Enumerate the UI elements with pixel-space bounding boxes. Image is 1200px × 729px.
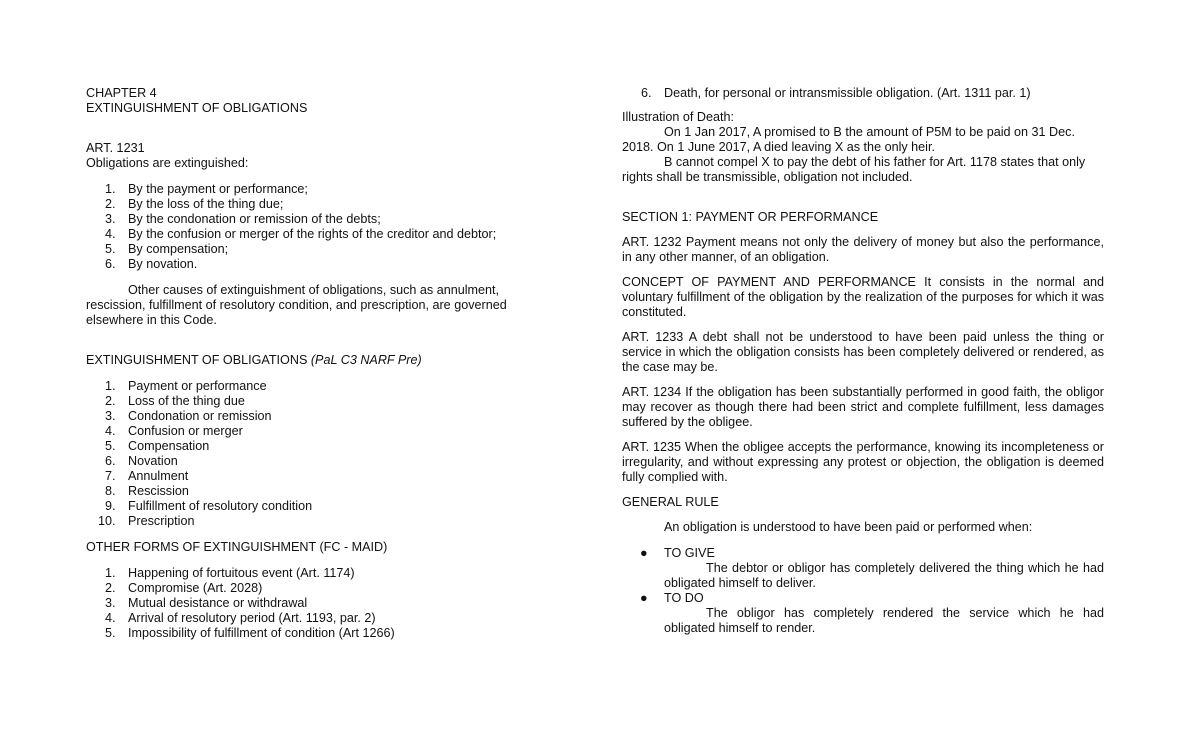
bullet-title: TO GIVE xyxy=(664,546,715,560)
list-item: 3. Mutual desistance or withdrawal xyxy=(105,596,308,610)
list-item: 1. By the payment or performance; xyxy=(105,182,308,196)
other-forms-list xyxy=(86,566,526,641)
illustration-line: 2018. On 1 June 2017, A died leaving X as the only heir. xyxy=(622,140,935,154)
item-6-text: Death, for personal or intransmissible obligation. (Art. 1311 par. 1) xyxy=(664,86,1031,100)
list-item: 7. Annulment xyxy=(105,469,189,483)
left-column xyxy=(86,86,526,641)
bullet-text: The obligor has completely rendered the service which he had obligated himself to render. xyxy=(664,606,1104,635)
list-item: 9. Fulfillment of resolutory condition xyxy=(105,499,313,513)
list-item: 8. Rescission xyxy=(105,484,189,498)
art-1231-list xyxy=(86,182,526,272)
list-item: 6. Novation xyxy=(105,454,178,468)
list-item: 3. Condonation or remission xyxy=(105,409,272,423)
bullet-title: TO DO xyxy=(664,591,704,605)
list-item: 4. Confusion or merger xyxy=(105,424,243,438)
list-item: 1. Happening of fortuitous event (Art. 1174) xyxy=(105,566,355,580)
illustration-line: B cannot compel X to pay the debt of his father for Art. 1178 states that only xyxy=(664,155,1086,169)
list-item: 2. Compromise (Art. 2028) xyxy=(105,581,263,595)
list-item: 4. By the confusion or merger of the rights of the creditor and debtor; xyxy=(105,227,497,241)
list-item: 5. Compensation xyxy=(105,439,210,453)
item-6 xyxy=(622,86,1104,101)
section-1-heading: SECTION 1: PAYMENT OR PERFORMANCE xyxy=(622,210,879,224)
list-item: 4. Arrival of resolutory period (Art. 1193, par. 2) xyxy=(105,611,376,625)
chapter-number: CHAPTER 4 xyxy=(86,86,157,100)
bullet-to-give xyxy=(622,546,1104,591)
list-item: 5. By compensation; xyxy=(105,242,229,256)
art-1231-lead: Obligations are extinguished: xyxy=(86,156,249,170)
list-item: 5. Impossibility of fulfillment of condition (Art 1266) xyxy=(105,626,395,640)
art-1232-paragraph: ART. 1232 Payment means not only the delivery of money but also the performance, in any other manner, of an obligation. xyxy=(622,235,1104,264)
illustration-line: rights shall be transmissible, obligation not included. xyxy=(622,170,913,184)
art-1233-paragraph: ART. 1233 A debt shall not be understood to have been paid unless the thing or service in which the obligation consists has been completely delivered or rendered, as the case may be. xyxy=(622,330,1104,374)
concept-paragraph: CONCEPT OF PAYMENT AND PERFORMANCE It consists in the normal and voluntary fulfillment of the obligation by the realization of the purposes for which it was constituted. xyxy=(622,275,1104,319)
art-1231-heading: ART. 1231 xyxy=(86,141,145,155)
list-item: 3. By the condonation or remission of the debts; xyxy=(105,212,381,226)
item-6-number: 6. xyxy=(641,86,652,100)
right-column xyxy=(622,86,1104,636)
extinguishment-list xyxy=(86,379,526,529)
bullet-icon: ● xyxy=(640,546,648,560)
other-forms-heading: OTHER FORMS OF EXTINGUISHMENT (FC - MAID) xyxy=(86,540,388,554)
general-rule-lead: An obligation is understood to have been paid or performed when: xyxy=(664,520,1033,534)
bullet-to-do xyxy=(622,591,1104,636)
bullet-icon: ● xyxy=(640,591,648,605)
general-rule-heading: GENERAL RULE xyxy=(622,495,719,509)
list-item: 1. Payment or performance xyxy=(105,379,267,393)
list-item: 2. Loss of the thing due xyxy=(105,394,245,408)
bullet-text: The debtor or obligor has completely delivered the thing which he had obligated himself to deliver. xyxy=(664,561,1104,590)
list-item: 6. By novation. xyxy=(105,257,198,271)
illustration-heading: Illustration of Death: xyxy=(622,110,735,124)
illustration-line: On 1 Jan 2017, A promised to B the amount of P5M to be paid on 31 Dec. xyxy=(664,125,1075,139)
art-1235-paragraph: ART. 1235 When the obligee accepts the performance, knowing its incompleteness or irregularity, and without expressing any protest or objection, the obligation is deemed fully complied with. xyxy=(622,440,1104,484)
other-causes-paragraph: Other causes of extinguishment of obligations, such as annulment, rescission, fulfillment of resolutory condition, and prescription, are governed elsewhere in this Code. xyxy=(86,283,507,327)
extinguishment-heading: EXTINGUISHMENT OF OBLIGATIONS (PaL C3 NARF Pre) xyxy=(86,353,422,367)
list-item: 2. By the loss of the thing due; xyxy=(105,197,284,211)
list-item: 10. Prescription xyxy=(98,514,195,528)
chapter-title: EXTINGUISHMENT OF OBLIGATIONS xyxy=(86,101,308,115)
art-1234-paragraph: ART. 1234 If the obligation has been substantially performed in good faith, the obligor may recover as though there had been strict and complete fulfillment, less damages suffered by the obligee. xyxy=(622,385,1104,429)
mnemonic: (PaL C3 NARF Pre) xyxy=(310,353,422,367)
